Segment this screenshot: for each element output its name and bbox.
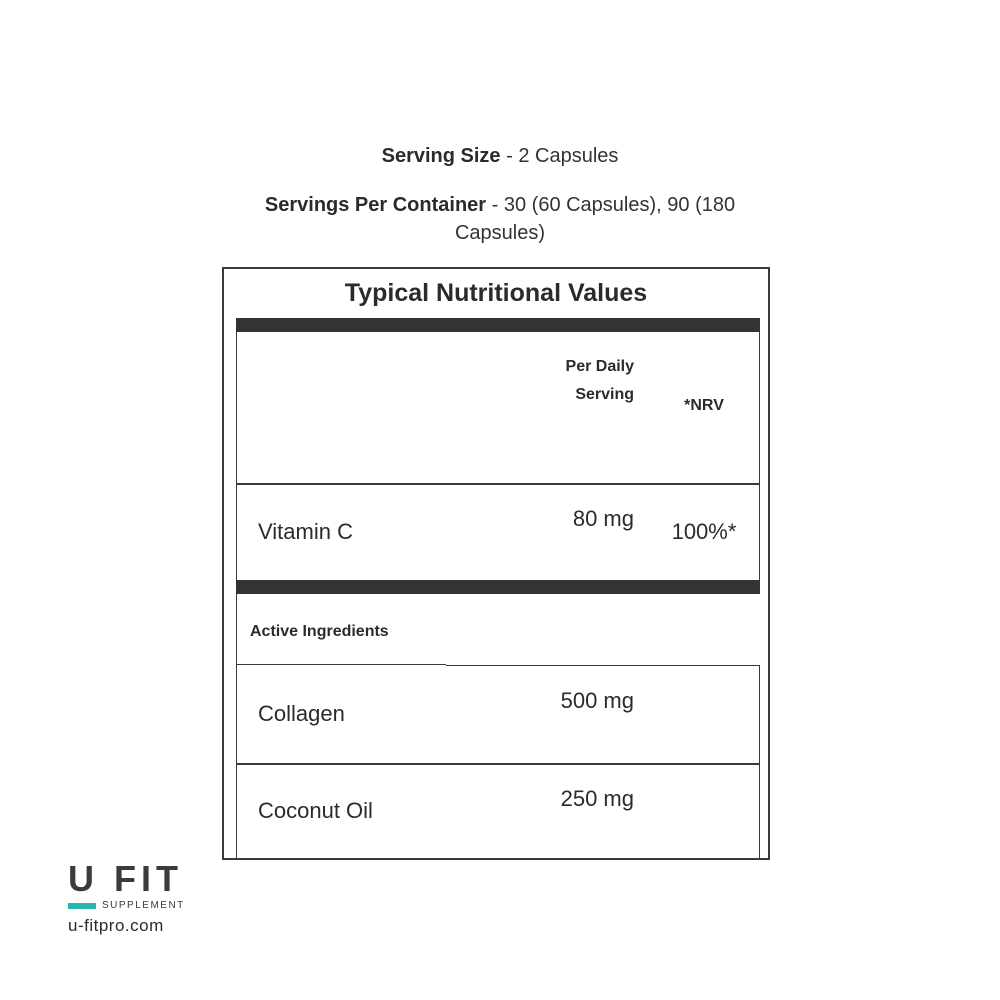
active-ingredients-label: Active Ingredients (250, 623, 389, 640)
row-divider (236, 483, 760, 485)
serving-size-value: - 2 Capsules (500, 145, 619, 167)
ingredients-left-border (236, 594, 237, 860)
section-label-underline (236, 664, 446, 665)
table-left-border (236, 332, 237, 580)
logo-subtitle: SUPPLEMENT (102, 900, 185, 911)
serving-size-label: Serving Size (381, 145, 501, 167)
logo-accent-bar (68, 903, 96, 909)
column-header-nrv: *NRV (684, 397, 724, 414)
row-divider (446, 665, 760, 666)
serving-size-line (0, 142, 1000, 170)
table-row-amount: 500 mg (560, 688, 634, 713)
table-row-name: Collagen (258, 701, 345, 726)
servings-per-container-line (240, 191, 760, 247)
brand-logo (68, 860, 198, 936)
section-divider-bar (236, 580, 760, 594)
header-divider-bar (236, 318, 760, 332)
table-row-name: Coconut Oil (258, 798, 373, 823)
row-divider (236, 763, 760, 765)
servings-per-container-value: - 30 (60 Capsules), 90 (180 Capsules) (454, 194, 736, 244)
table-row-nrv: 100%* (671, 519, 737, 544)
table-row-amount: 250 mg (560, 786, 634, 811)
logo-url: u-fitpro.com (68, 916, 164, 935)
panel-title: Typical Nutritional Values (344, 279, 648, 307)
nutrition-panel (222, 267, 770, 860)
table-row-name: Vitamin C (258, 519, 353, 544)
logo-tagline (68, 900, 198, 914)
table-row-amount: 80 mg (572, 506, 634, 531)
servings-per-container-label: Servings Per Container (264, 194, 487, 216)
logo-title: U FIT (68, 858, 183, 899)
column-header-per-serving: Per Daily Serving (565, 358, 634, 403)
table-right-border (759, 332, 760, 580)
